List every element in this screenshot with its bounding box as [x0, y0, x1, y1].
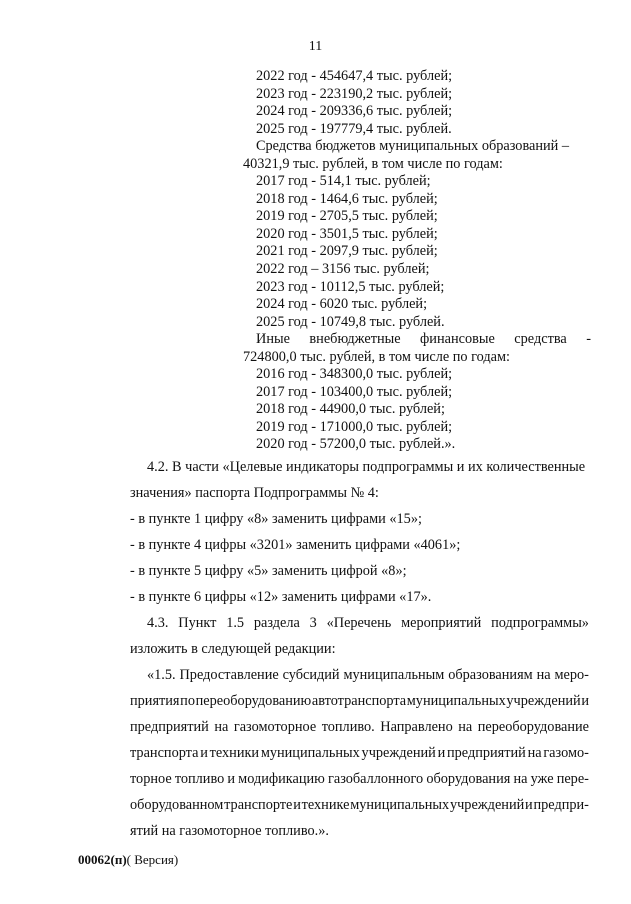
column-line: 2022 год – 3156 тыс. рублей; — [256, 261, 430, 278]
column-line: 40321,9 тыс. рублей, в том числе по годам: — [243, 155, 503, 172]
quoted-item-1-5 — [130, 662, 589, 844]
word: муниципальных — [350, 797, 450, 813]
word: «1.5. — [147, 667, 176, 683]
word: приятия — [130, 693, 180, 709]
word: предприятий — [130, 719, 209, 735]
word: пере- — [556, 771, 589, 787]
column-line — [243, 331, 591, 349]
word: модификацию — [238, 771, 325, 787]
word: - — [586, 331, 591, 348]
budget-column — [243, 68, 591, 454]
word: на — [513, 771, 528, 787]
word: мероприятий — [401, 615, 482, 631]
word: «Перечень — [326, 615, 392, 631]
word: раздела — [253, 615, 300, 631]
word: подпрограммы» — [491, 615, 589, 631]
word: уже — [530, 771, 554, 787]
word: топливо. — [321, 719, 375, 735]
body-line — [130, 740, 589, 766]
body-line — [130, 688, 589, 714]
column-line: 2023 год - 10112,5 тыс. рублей; — [256, 278, 445, 295]
column-line: 2019 год - 171000,0 тыс. рублей; — [256, 418, 453, 435]
word: переоборудованию — [195, 693, 312, 709]
column-line: 2024 год - 6020 тыс. рублей; — [256, 296, 428, 313]
column-line: 2020 год - 57200,0 тыс. рублей.». — [256, 436, 456, 453]
word: 3 — [309, 615, 317, 631]
column-line: 2022 год - 454647,4 тыс. рублей; — [256, 68, 453, 84]
word: муниципальных — [406, 693, 506, 709]
word: газомо- — [543, 745, 589, 761]
column-line: 2020 год - 3501,5 тыс. рублей; — [256, 225, 438, 242]
word: Пункт — [178, 615, 217, 631]
amendment-4-3 — [130, 610, 589, 662]
word: переоборудование — [477, 719, 589, 735]
word: предпри- — [533, 797, 589, 813]
word: внебюджетные — [309, 331, 401, 348]
word: предприятий — [447, 745, 526, 761]
word: на — [527, 745, 542, 761]
word: меро- — [554, 667, 589, 683]
body-line — [130, 766, 589, 792]
column-line: 2017 год - 103400,0 тыс. рублей; — [256, 383, 453, 400]
word: и — [200, 745, 208, 761]
body-line: - в пункте 5 цифру «5» заменить цифрой «8»; — [130, 563, 407, 579]
body-line: - в пункте 1 цифру «8» заменить цифрами «15»; — [130, 511, 422, 527]
word: техники — [209, 745, 260, 761]
word: Иные — [256, 331, 290, 348]
word: учреждений — [449, 797, 525, 813]
word: на — [458, 719, 473, 735]
document-footer — [78, 852, 178, 868]
word: транспорте — [224, 797, 293, 813]
word: субсидий — [282, 667, 340, 683]
column-line: 2025 год - 197779,4 тыс. рублей. — [256, 120, 452, 137]
word: и — [227, 771, 236, 787]
word: оборудования — [426, 771, 511, 787]
word: финансовые — [420, 331, 495, 348]
body-line — [130, 714, 589, 740]
word: и — [293, 797, 301, 813]
word: газомоторное — [233, 719, 317, 735]
word: 1.5 — [226, 615, 245, 631]
column-line: 2025 год - 10749,8 тыс. рублей. — [256, 313, 445, 330]
word: учреждений — [506, 693, 581, 709]
document-code: 00062(п) — [78, 852, 127, 867]
column-line: 724800,0 тыс. рублей, в том числе по годам: — [243, 348, 511, 365]
column-line: 2017 год - 514,1 тыс. рублей; — [256, 173, 431, 190]
word: и — [437, 745, 446, 761]
word: торное — [130, 771, 172, 787]
body-line: - в пункте 4 цифры «3201» заменить цифрами «4061»; — [130, 537, 461, 553]
word: учреждений — [361, 745, 436, 761]
column-line: Средства бюджетов муниципальных образований – — [256, 138, 570, 155]
body-line: - в пункте 6 цифры «12» заменить цифрами «17». — [130, 589, 432, 605]
word: образованиям — [448, 667, 533, 683]
word: и — [525, 797, 533, 813]
word: газобаллонного — [327, 771, 424, 787]
document-version: ( Версия) — [126, 852, 179, 867]
column-line: 2016 год - 348300,0 тыс. рублей; — [256, 366, 453, 383]
word: оборудованном — [130, 797, 224, 813]
body-line: 4.2. В части «Целевые индикаторы подпрограммы и их количественные — [147, 459, 586, 475]
body-line — [130, 662, 589, 688]
body-line — [130, 610, 589, 636]
word: на — [214, 719, 229, 735]
body-line — [130, 792, 589, 818]
word: Предоставление — [179, 667, 279, 683]
word: муниципальным — [343, 667, 445, 683]
amendment-4-2 — [130, 454, 589, 610]
word: и — [581, 693, 589, 709]
word: средства — [514, 331, 567, 348]
column-line: 2019 год - 2705,5 тыс. рублей; — [256, 208, 438, 225]
column-line: 2018 год - 1464,6 тыс. рублей; — [256, 190, 438, 207]
word: по — [180, 693, 195, 709]
body-line: ятий на газомоторное топливо.». — [130, 823, 329, 839]
word: технике — [301, 797, 350, 813]
page-number: 11 — [308, 39, 323, 54]
word: на — [536, 667, 551, 683]
word: автотранспорта — [311, 693, 407, 709]
word: топливо — [174, 771, 225, 787]
body-line: значения» паспорта Подпрограммы № 4: — [130, 485, 379, 501]
column-line: 2024 год - 209336,6 тыс. рублей; — [256, 103, 453, 120]
word: Направлено — [380, 719, 453, 735]
word: муниципальных — [260, 745, 360, 761]
column-line: 2023 год - 223190,2 тыс. рублей; — [256, 85, 453, 102]
column-line: 2021 год - 2097,9 тыс. рублей; — [256, 243, 438, 260]
word: 4.3. — [147, 615, 169, 631]
column-line: 2018 год - 44900,0 тыс. рублей; — [256, 401, 445, 418]
word: транспорта — [130, 745, 199, 761]
body-line: изложить в следующей редакции: — [130, 641, 336, 657]
